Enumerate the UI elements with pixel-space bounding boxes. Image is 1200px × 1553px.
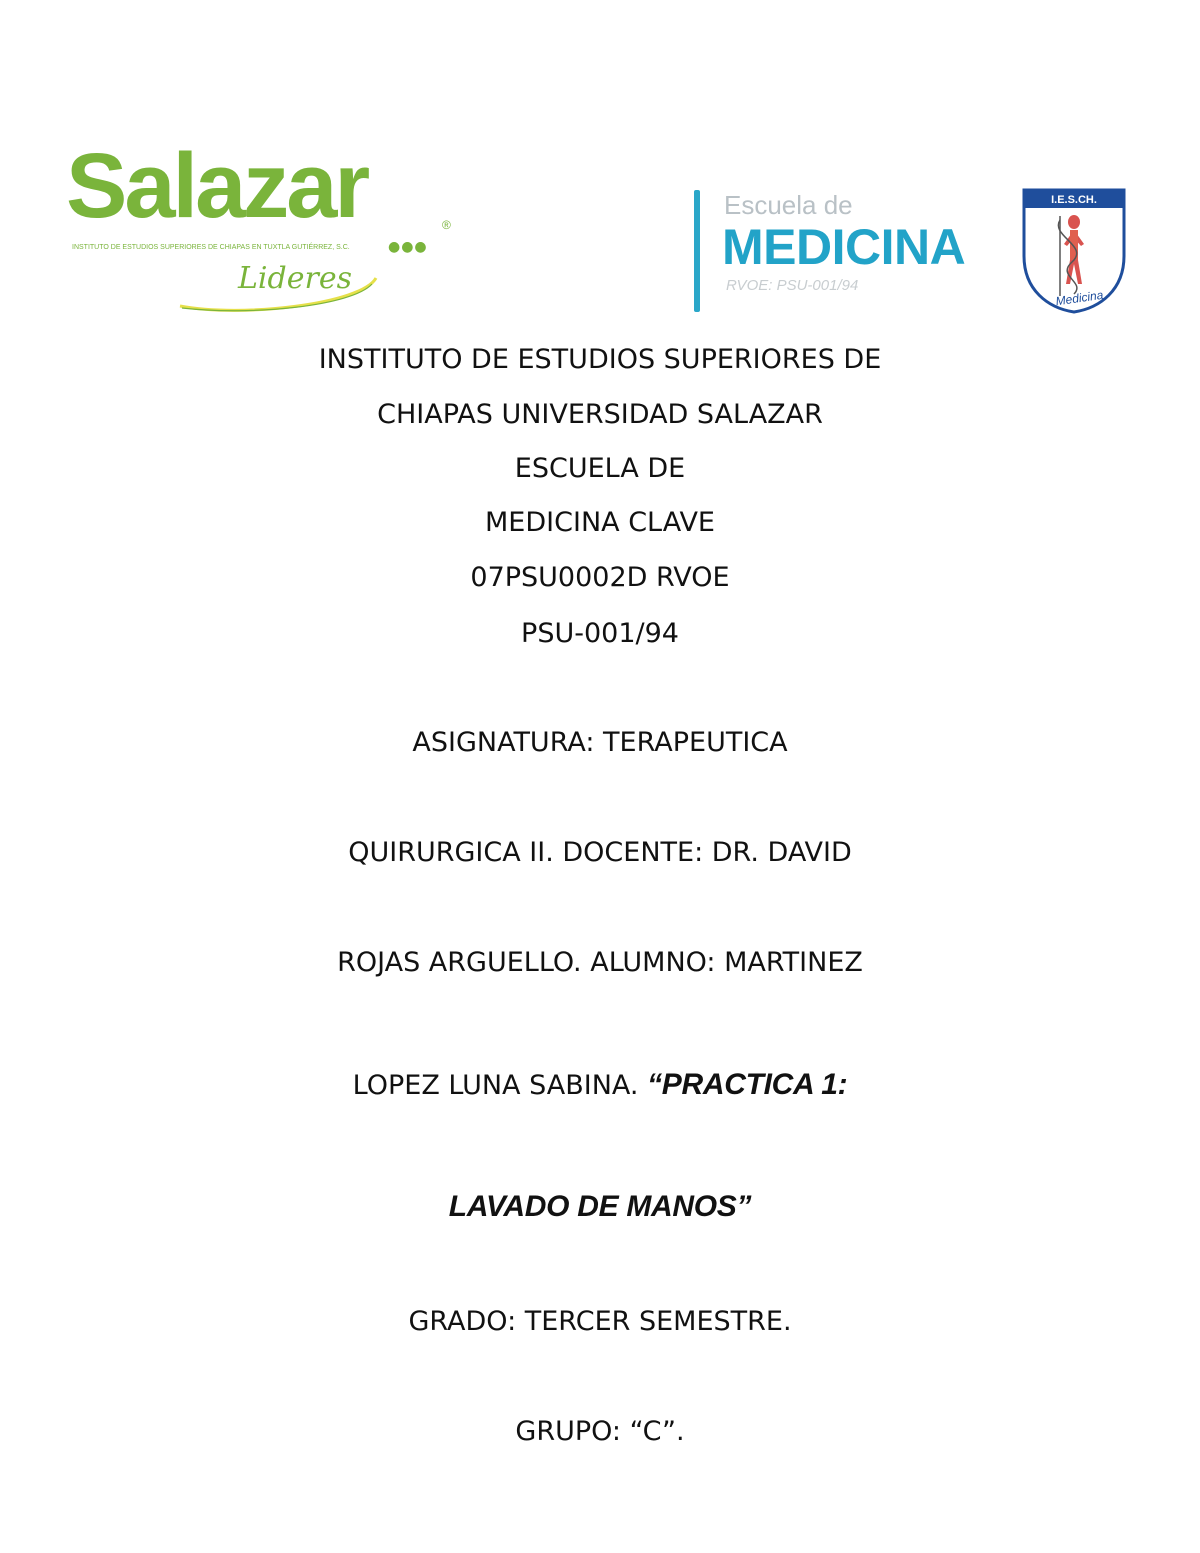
- shield-bottom-text: Medicina: [1054, 287, 1105, 309]
- salazar-logo-subtitle: INSTITUTO DE ESTUDIOS SUPERIORES DE CHIAPAS EN TUXTLA GUTIÉRREZ, S.C.: [72, 244, 350, 251]
- institution-line-3: ESCUELA DE: [514, 453, 686, 484]
- registered-mark: ®: [442, 218, 451, 232]
- shield-top-text: I.E.S.CH.: [1051, 194, 1097, 206]
- salazar-logo: [62, 135, 462, 320]
- grupo-line: GRUPO: “C”.: [515, 1416, 685, 1447]
- escuela-de-label: Escuela de: [724, 190, 853, 220]
- escuela-medicina-logo: [694, 186, 1134, 316]
- rvoe-label: RVOE: PSU-001/94: [726, 277, 859, 294]
- lavado-title: LAVADO DE MANOS”: [448, 1190, 752, 1223]
- institution-line-6: PSU-001/94: [521, 618, 679, 649]
- quirurgica-line: QUIRURGICA II. DOCENTE: DR. DAVID: [348, 837, 852, 868]
- iesch-shield-icon: [1020, 186, 1128, 314]
- logo-divider: [694, 190, 700, 312]
- institution-line-4: MEDICINA CLAVE: [485, 507, 715, 538]
- salazar-logo-tagline: Lideres: [238, 261, 352, 296]
- institution-line-5: 07PSU0002D RVOE: [470, 562, 730, 593]
- alumno-line: ROJAS ARGUELLO. ALUMNO: MARTINEZ: [337, 947, 863, 978]
- institution-line-1: INSTITUTO DE ESTUDIOS SUPERIORES DE: [318, 344, 882, 375]
- asignatura-line: ASIGNATURA: TERAPEUTICA: [412, 727, 788, 758]
- institution-line-2: CHIAPAS UNIVERSIDAD SALAZAR: [377, 399, 823, 430]
- student-name-text: LOPEZ LUNA SABINA.: [352, 1070, 648, 1101]
- medicina-label: MEDICINA: [722, 219, 966, 275]
- salazar-logo-wordmark: Salazar: [66, 135, 368, 237]
- salazar-dots-icon: ●●●: [388, 239, 428, 255]
- practica-line: [0, 1070, 1200, 1100]
- practica-title: “PRACTICA 1:: [647, 1068, 848, 1101]
- grado-line: GRADO: TERCER SEMESTRE.: [408, 1306, 792, 1337]
